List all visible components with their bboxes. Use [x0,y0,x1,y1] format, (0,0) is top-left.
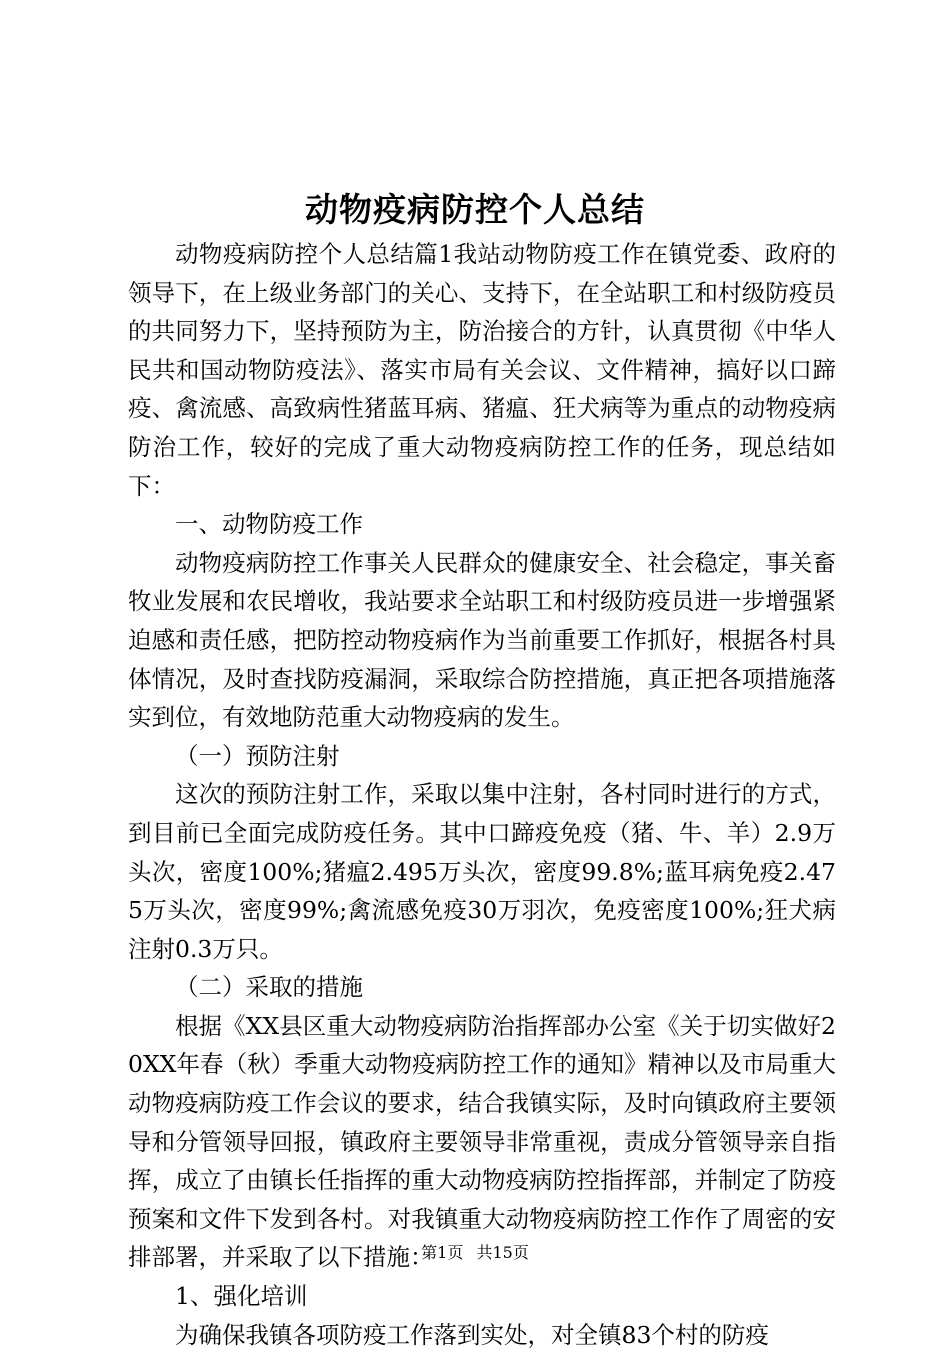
section-heading-animal-epidemic-work: 一、动物防疫工作 [175,510,363,539]
paragraph-intro: 动物疫病防控个人总结篇1我站动物防疫工作在镇党委、政府的领导下，在上级业务部门的关心、支持下，在全站职工和村级防疫员的共同努力下，坚持预防为主，防治接合的方针，认真贯彻《中华人民共和国动物防疫法》、落实市局有关会议、文件精神，搞好以口蹄疫、禽流感、高致病性猪蓝耳病、猪瘟、狂犬病等为重点的动物疫病防治工作，较好的完成了重大动物疫病防控工作的任务，现总结如下： [128,240,836,500]
document-body [128,235,836,1354]
paragraph-epidemic-control: 动物疫病防控工作事关人民群众的健康安全、社会稳定，事关畜牧业发展和农民增收，我站要求全站职工和村级防疫员进一步增强紧迫感和责任感，把防控动物疫病作为当前重要工作抓好，根据各村具体情况，及时查找防疫漏洞，采取综合防控措施，真正把各项措施落实到位，有效地防范重大动物疫病的发生。 [128,548,836,732]
item-heading-training: 1、强化培训 [175,1282,308,1311]
page-total: 共15页 [476,1243,529,1262]
paragraph-training: 为确保我镇各项防疫工作落到实处，对全镇83个村的防疫 [175,1320,769,1349]
paragraph-vaccination: 这次的预防注射工作，采取以集中注射，各村同时进行的方式，到目前已全面完成防疫任务。其中口蹄疫免疫（猪、牛、羊）2.9万头次，密度100%;猪瘟2.495万头次，密度99.8%;蓝耳病免疫2.475万头次，密度99%;禽流感免疫30万羽次，免疫密度100%;狂犬病注射0.3万只。 [128,780,836,963]
subsection-heading-vaccination: （一）预防注射 [175,741,340,770]
paragraph-measures: 根据《XX县区重大动物疫病防治指挥部办公室《关于切实做好20XX年春（秋）季重大动物疫病防控工作的通知》精神以及市局重大动物疫病防疫工作会议的要求，结合我镇实际，及时向镇政府主要领导和分管领导回报，镇政府主要领导非常重视，责成分管领导亲自指挥，成立了由镇长任指挥的重大动物疫病防控指挥部，并制定了防疫预案和文件下发到各村。对我镇重大动物疫病防控工作作了周密的安排部署，并采取了以下措施： [128,1011,836,1272]
page-number: 第1页 [421,1243,464,1262]
page-footer [0,1241,950,1265]
document-title: 动物疫病防控个人总结 [305,190,645,229]
subsection-heading-measures: （二）采取的措施 [175,973,363,1002]
